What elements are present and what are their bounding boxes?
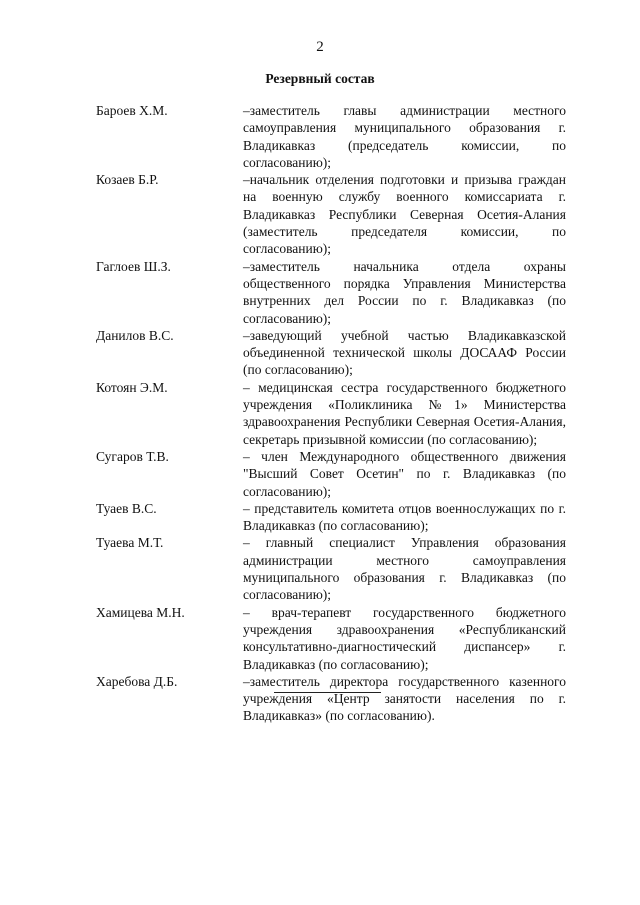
member-description: – главный специалист Управления образования администрации местного самоуправления муниципального образования г. Владикавказ (по согласованию);: [243, 535, 566, 603]
member-row: [96, 258, 566, 327]
member-row: [96, 500, 566, 535]
member-row: [96, 673, 566, 725]
member-description: –начальник отделения подготовки и призыва граждан на военную службу военного комиссариата г. Владикавказ Республики Северная Осетия-Алания (заместитель председателя комиссии, по согласованию);: [243, 172, 566, 257]
member-description: – представитель комитета отцов военнослужащих по г. Владикавказ (по согласованию);: [243, 500, 566, 534]
member-row: [96, 448, 566, 500]
member-description: –заместитель начальника отдела охраны общественного порядка Управления Министерства внутренних дел России по г. Владикавказ (по согласованию);: [243, 258, 566, 326]
member-description: – врач-терапевт государственного бюджетного учреждения здравоохранения «Республиканский консультативно-диагностический диспансер» г. Владикавказ (по согласованию);: [243, 604, 566, 672]
members-list: [96, 102, 566, 725]
member-name: Бароев Х.М.: [96, 103, 168, 118]
member-name: Котоян Э.М.: [96, 379, 168, 395]
member-row: [96, 534, 566, 603]
member-name: Сугаров Т.В.: [96, 448, 169, 464]
section-title: Резервный состав: [265, 71, 375, 86]
member-row: [96, 327, 566, 379]
closing-divider: [274, 692, 381, 693]
member-row: [96, 379, 566, 448]
member-description: –заведующий учебной частью Владикавказской объединенной технической школы ДОСААФ России (по согласованию);: [243, 327, 566, 378]
member-row: [96, 604, 566, 673]
member-description: –заместитель директора государственного казенного учреждения «Центр занятости населения по г. Владикавказ» (по согласованию).: [243, 673, 566, 724]
member-name: Туаев В.С.: [96, 500, 157, 516]
member-name: Туаева М.Т.: [96, 535, 164, 551]
member-name: Козаев Б.Р.: [96, 172, 159, 188]
member-name: Харебова Д.Б.: [96, 673, 178, 689]
member-name: Гаглоев Ш.З.: [96, 258, 171, 274]
member-name: Данилов В.С.: [96, 327, 174, 343]
page-number: 2: [316, 39, 324, 55]
member-row: [96, 171, 566, 257]
member-name: Хамицева М.Н.: [96, 604, 185, 620]
member-description: – медицинская сестра государственного бюджетного учреждения «Поликлиника №1» Министерства здравоохранения Республики Северная Осетия-Алания, секретарь призывной комиссии (по согласованию);: [243, 379, 566, 447]
member-row: [96, 102, 566, 171]
member-description: –заместитель главы администрации местного самоуправления муниципального образования г. Владикавказ (председатель комиссии, по согласованию);: [243, 103, 566, 170]
member-description: – член Международного общественного движения "Высший Совет Осетин" по г. Владикавказ (по согласованию);: [243, 448, 566, 499]
